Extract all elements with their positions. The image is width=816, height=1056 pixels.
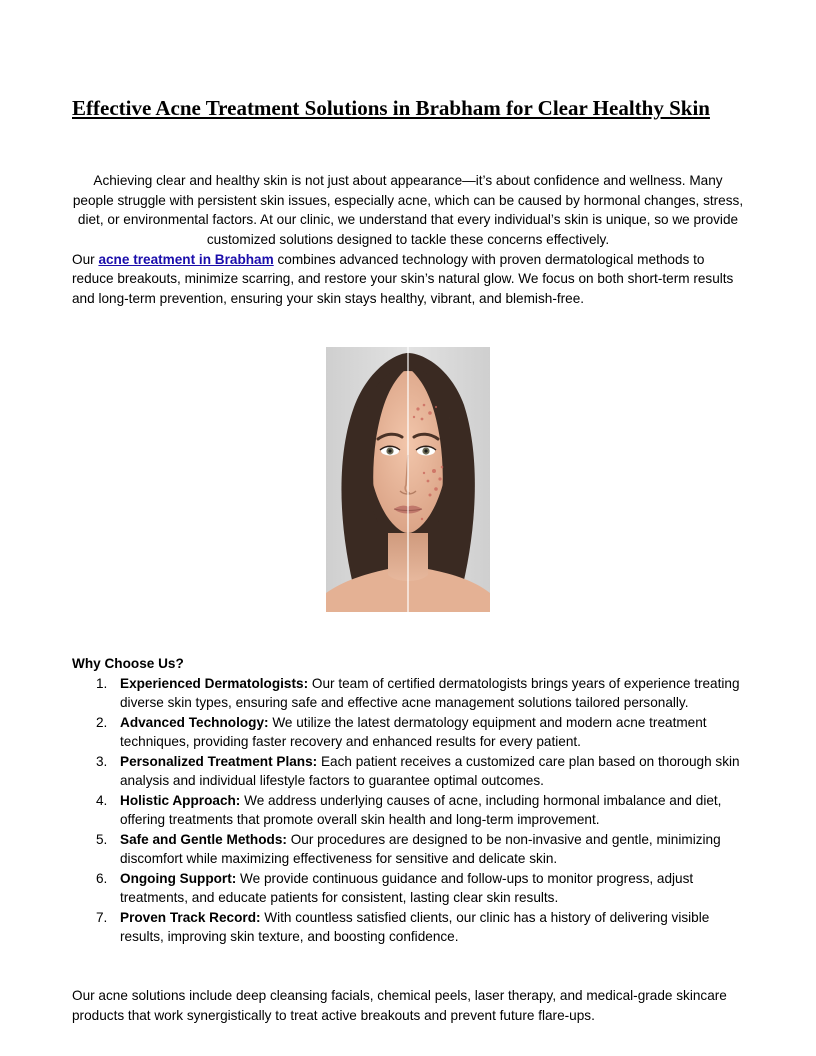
reason-item: [72, 752, 744, 791]
reason-number: 4.: [96, 792, 108, 808]
reason-item: [72, 869, 744, 908]
reason-number: 1.: [96, 675, 108, 691]
reason-item: [72, 713, 744, 752]
reason-label: Personalized Treatment Plans:: [120, 753, 318, 769]
second-paragraph: [72, 250, 744, 309]
reason-label: Proven Track Record:: [120, 909, 261, 925]
reason-label: Safe and Gentle Methods:: [120, 831, 287, 847]
reason-number: 7.: [96, 909, 108, 925]
face-photo-icon: [326, 347, 490, 612]
reason-text: Our procedures are designed to be non-invasive and gentle, minimizing discomfort while maximizing effectiveness for sensitive and delicate skin.: [120, 831, 721, 866]
reasons-list: [72, 674, 744, 947]
second-paragraph-prefix: Our: [72, 251, 99, 267]
reason-item: [72, 791, 744, 830]
reason-text: We utilize the latest dermatology equipment and modern acne treatment techniques, providing faster recovery and enhanced results for every patient.: [120, 714, 707, 749]
reason-text: We provide continuous guidance and follow-ups to monitor progress, adjust treatments, and educate patients for consistent, lasting clear skin results.: [120, 870, 694, 905]
reason-number: 5.: [96, 831, 108, 847]
reason-number: 3.: [96, 753, 108, 769]
reason-text: Each patient receives a customized care plan based on thorough skin analysis and individual lifestyle factors to guarantee optimal outcomes.: [120, 753, 740, 788]
reason-item: [72, 908, 744, 947]
intro-paragraph: Achieving clear and healthy skin is not just about appearance—it’s about confidence and wellness. Many people struggle with persistent skin issues, especially acne, which can be caused by hormonal changes, stress, diet, or environmental factors. At our clinic, we understand that every individual’s skin is unique, so we provide customized solutions designed to tackle these concerns effectively.: [72, 173, 744, 247]
second-paragraph-suffix: combines advanced technology with proven dermatological methods to reduce breakouts, minimize scarring, and restore your skin’s natural glow. We focus on both short-term results and long-term prevention, ensuring your skin stays healthy, vibrant, and blemish-free.: [72, 251, 734, 306]
reason-label: Holistic Approach:: [120, 792, 241, 808]
reason-text: Our team of certified dermatologists brings years of experience treating diverse skin types, ensuring safe and effective acne management solutions tailored personally.: [120, 675, 740, 710]
reason-item: [72, 830, 744, 869]
reason-label: Ongoing Support:: [120, 870, 237, 886]
acne-treatment-link[interactable]: acne treatment in Brabham: [98, 251, 274, 267]
reason-item: [72, 674, 744, 713]
face-photo: [326, 347, 490, 612]
reason-text: We address underlying causes of acne, including hormonal imbalance and diet, offering treatments that promote overall skin health and long-term improvement.: [120, 792, 722, 827]
reason-number: 6.: [96, 870, 108, 886]
reason-text: With countless satisfied clients, our clinic has a history of delivering visible results, improving skin texture, and boosting confidence.: [120, 909, 710, 944]
page-title: Effective Acne Treatment Solutions in Brabham for Clear Healthy Skin: [72, 96, 710, 120]
reason-number: 2.: [96, 714, 108, 730]
reason-label: Experienced Dermatologists:: [120, 675, 309, 691]
closing-paragraph: Our acne solutions include deep cleansing facials, chemical peels, laser therapy, and medical-grade skincare products that work synergistically to treat active breakouts and prevent future flare-ups.: [72, 988, 727, 1023]
why-choose-us-heading: Why Choose Us?: [72, 656, 184, 671]
reason-label: Advanced Technology:: [120, 714, 269, 730]
